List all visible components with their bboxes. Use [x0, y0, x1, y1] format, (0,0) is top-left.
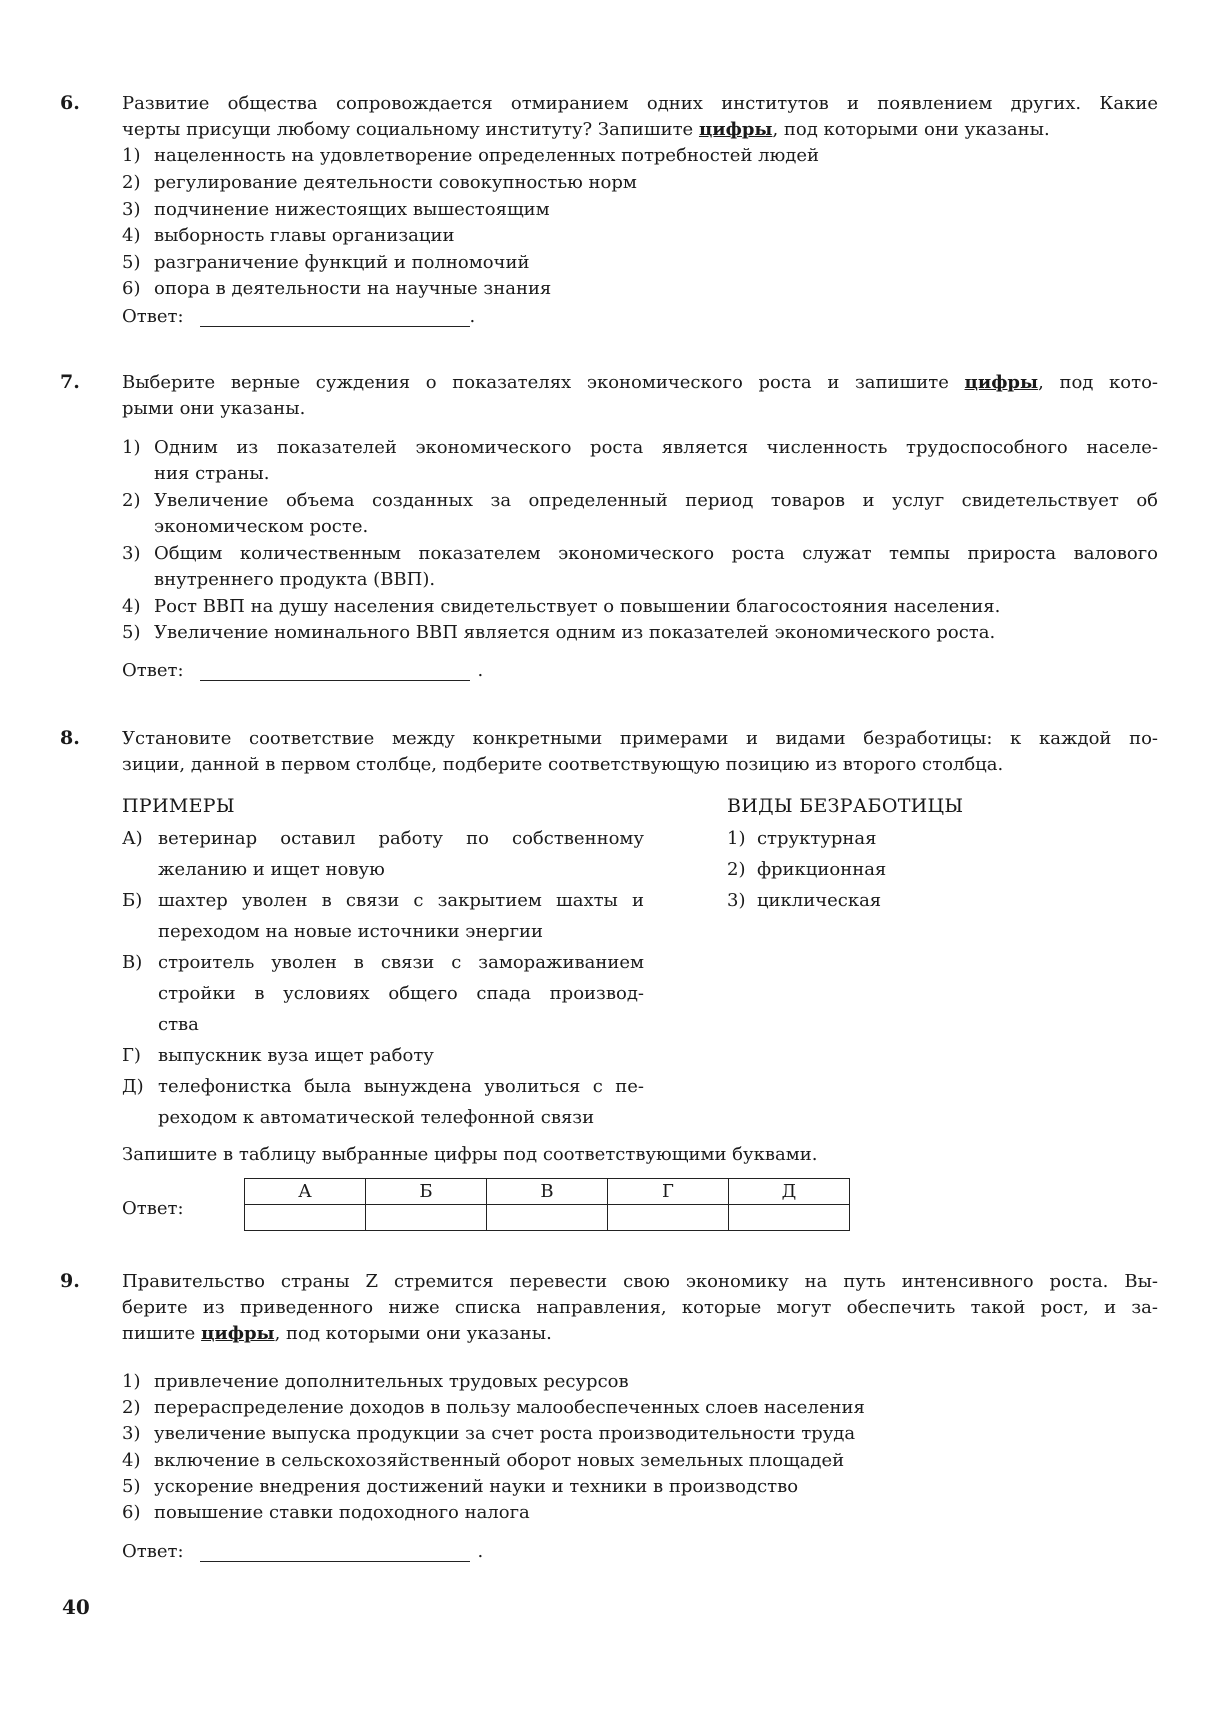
answer-row: Ответ: .	[122, 660, 484, 681]
column-heading-types: ВИДЫ БЕЗРАБОТИЦЫ	[727, 795, 964, 817]
question-number: 6.	[60, 92, 80, 114]
emphasis: цифры	[698, 119, 773, 140]
answer-row: Ответ: .	[122, 306, 476, 327]
column-letter: В	[487, 1179, 608, 1205]
question-text: зиции, данной в первом столбце, подберите соответствующую позицию из второго столбца.	[122, 754, 1004, 775]
type-item: 2) фрикционная	[727, 859, 887, 880]
answer-input[interactable]	[200, 1543, 470, 1562]
answer-table	[244, 1178, 850, 1231]
answer-label: Ответ:	[122, 660, 184, 681]
answer-cell[interactable]	[245, 1205, 366, 1231]
question-number: 7.	[60, 371, 80, 393]
answer-cell[interactable]	[729, 1205, 850, 1231]
type-item: 3) циклическая	[727, 890, 882, 911]
answer-label: Ответ:	[122, 1541, 184, 1562]
page-number: 40	[62, 1595, 90, 1619]
type-item: 1) структурная	[727, 828, 877, 849]
answer-cell[interactable]	[366, 1205, 487, 1231]
question-number: 8.	[60, 727, 80, 749]
question-text: Правительство страны Z стремится перевести свою экономику на путь интенсивного роста. Вы-	[122, 1271, 1158, 1292]
question-text: берите из приведенного ниже списка направления, которые могут обеспечить такой рост, и за-	[122, 1297, 1158, 1318]
column-letter: Г	[608, 1179, 729, 1205]
question-text: Развитие общества сопровождается отмиранием одних институтов и появлением других. Какие	[122, 93, 1158, 114]
question-text: Установите соответствие между конкретными примерами и видами безработицы: к каждой по-	[122, 728, 1158, 749]
answer-table-input-row	[245, 1205, 850, 1231]
answer-input[interactable]	[200, 662, 470, 681]
column-letter: А	[245, 1179, 366, 1205]
question-number: 9.	[60, 1270, 80, 1292]
question-text: пишите цифры, под которыми они указаны.	[122, 1323, 552, 1344]
answer-label: Ответ:	[122, 306, 184, 327]
question-text: рыми они указаны.	[122, 398, 306, 419]
answer-cell[interactable]	[608, 1205, 729, 1231]
answer-row: Ответ: .	[122, 1541, 484, 1562]
answer-input[interactable]	[200, 308, 470, 327]
question-text: черты присущи любому социальному институту? Запишите цифры, под которыми они указаны.	[122, 119, 1050, 140]
question-text: Выберите верные суждения о показателях экономического роста и запишите цифры, под кото-	[122, 372, 1159, 393]
table-instruction: Запишите в таблицу выбранные цифры под соответствующими буквами.	[122, 1144, 818, 1165]
answer-cell[interactable]	[487, 1205, 608, 1231]
column-heading-examples: ПРИМЕРЫ	[122, 795, 235, 817]
answer-table-header-row	[245, 1179, 850, 1205]
column-letter: Б	[366, 1179, 487, 1205]
emphasis: цифры	[964, 372, 1039, 393]
emphasis: цифры	[201, 1323, 275, 1344]
column-letter: Д	[729, 1179, 850, 1205]
answer-label: Ответ:	[122, 1198, 184, 1219]
